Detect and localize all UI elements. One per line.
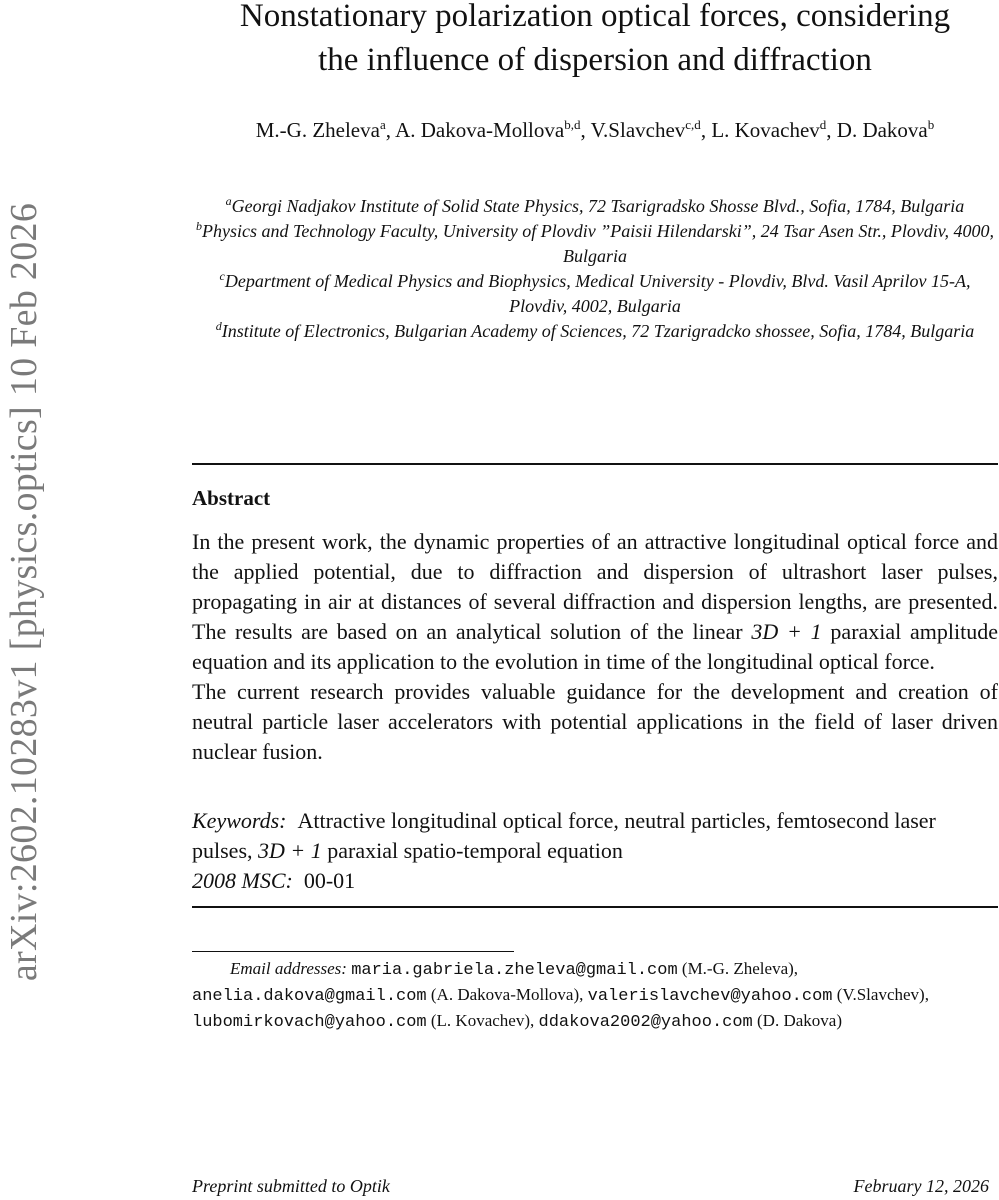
msc-line <box>192 866 998 896</box>
email-link[interactable]: ddakova2002@yahoo.com <box>538 1013 753 1032</box>
email-link[interactable]: anelia.dakova@gmail.com <box>192 987 427 1006</box>
abstract-paragraph: In the present work, the dynamic properties of an attractive longitudinal optical force and the applied potential, due to diffraction and dispersion of ultrashort laser pulses, propagating in air at distances of several diffraction and dispersion lengths, are presented. The results are based on an analytical solution of the linear 3D + 1 paraxial amplitude equation and its application to the evolution in time of the longitudinal optical force. <box>192 529 999 674</box>
keywords-line: Keywords: Attractive longitudinal optical force, neutral particles, femtosecond laser pulses, 3D + 1 paraxial spatio-temporal equation <box>192 808 936 863</box>
email-link[interactable]: lubomirkovach@yahoo.com <box>192 1013 427 1032</box>
keywords-label: Keywords: <box>192 808 287 833</box>
footer-date: February 12, 2026 <box>853 1176 989 1196</box>
author: L. Kovachev$^d$ <box>711 117 827 142</box>
abstract-heading: Abstract <box>192 486 271 510</box>
email-label: Email addresses: <box>230 959 347 978</box>
keywords-section <box>192 806 998 896</box>
author: M.-G. Zheleva$^a$ <box>255 117 386 142</box>
affiliation: $^b$Physics and Technology Faculty, University of Plovdiv ”Paisii Hilendarski”, 24 Tsar Asen Str., Plovdiv, 4000, Bulgaria <box>196 219 994 266</box>
affiliation: $^d$Institute of Electronics, Bulgarian Academy of Sciences, 72 Tzarigradcko shossee, Sofia, 1784, Bulgaria <box>215 319 975 341</box>
abstract-paragraph: The current research provides valuable guidance for the development and creation of neutral particle laser accelerators with potential applications in the field of laser driven nuclear fusion. <box>192 679 998 764</box>
abstract-bottom-rule <box>192 906 998 908</box>
abstract-body <box>192 527 998 767</box>
affiliation-list <box>192 194 998 344</box>
affiliation: $^c$Department of Medical Physics and Biophysics, Medical University - Plovdiv, Blvd. Vasil Aprilov 15-A, Plovdiv, 4002, Bulgaria <box>219 269 971 316</box>
email-link[interactable]: valerislavchev@yahoo.com <box>587 987 833 1006</box>
paper-title <box>192 0 998 82</box>
author: D. Dakova$^b$ <box>836 117 935 142</box>
footer-preprint-note: Preprint submitted to Optik <box>192 1176 390 1196</box>
footnote-rule <box>192 951 514 952</box>
email-link[interactable]: maria.gabriela.zheleva@gmail.com <box>351 961 678 980</box>
title-line-2: the influence of dispersion and diffraction <box>318 42 872 78</box>
abstract-top-rule <box>192 463 998 465</box>
arxiv-identifier-stamp: arXiv:2602.10283v1 [physics.optics] 10 Feb 2026 <box>3 202 45 982</box>
msc-label: 2008 MSC: <box>192 868 293 893</box>
author: A. Dakova-Mollova$^{b,d}$ <box>395 117 581 142</box>
email-footnote: Email addresses: maria.gabriela.zheleva@gmail.com (M.-G. Zheleva), anelia.dakova@gmail.com (A. Dakova-Mollova), valerislavchev@yahoo.com (V.Slavchev), lubomirkovach@yahoo.com (L. Kovachev), ddakova2002@yahoo.com (D. Dakova) <box>192 959 929 1032</box>
title-line-1: Nonstationary polarization optical forces, considering <box>239 0 951 34</box>
msc-value: 00-01 <box>303 868 356 893</box>
author: V.Slavchev$^{c,d}$ <box>590 117 701 142</box>
author-list: M.-G. Zheleva$^a$, A. Dakova-Mollova$^{b,d}$, V.Slavchev$^{c,d}$, L. Kovachev$^d$, D. Dakova$^b$ <box>255 117 935 142</box>
affiliation: $^a$Georgi Nadjakov Institute of Solid State Physics, 72 Tsarigradsko Shosse Blvd., Sofia, 1784, Bulgaria <box>225 194 965 216</box>
